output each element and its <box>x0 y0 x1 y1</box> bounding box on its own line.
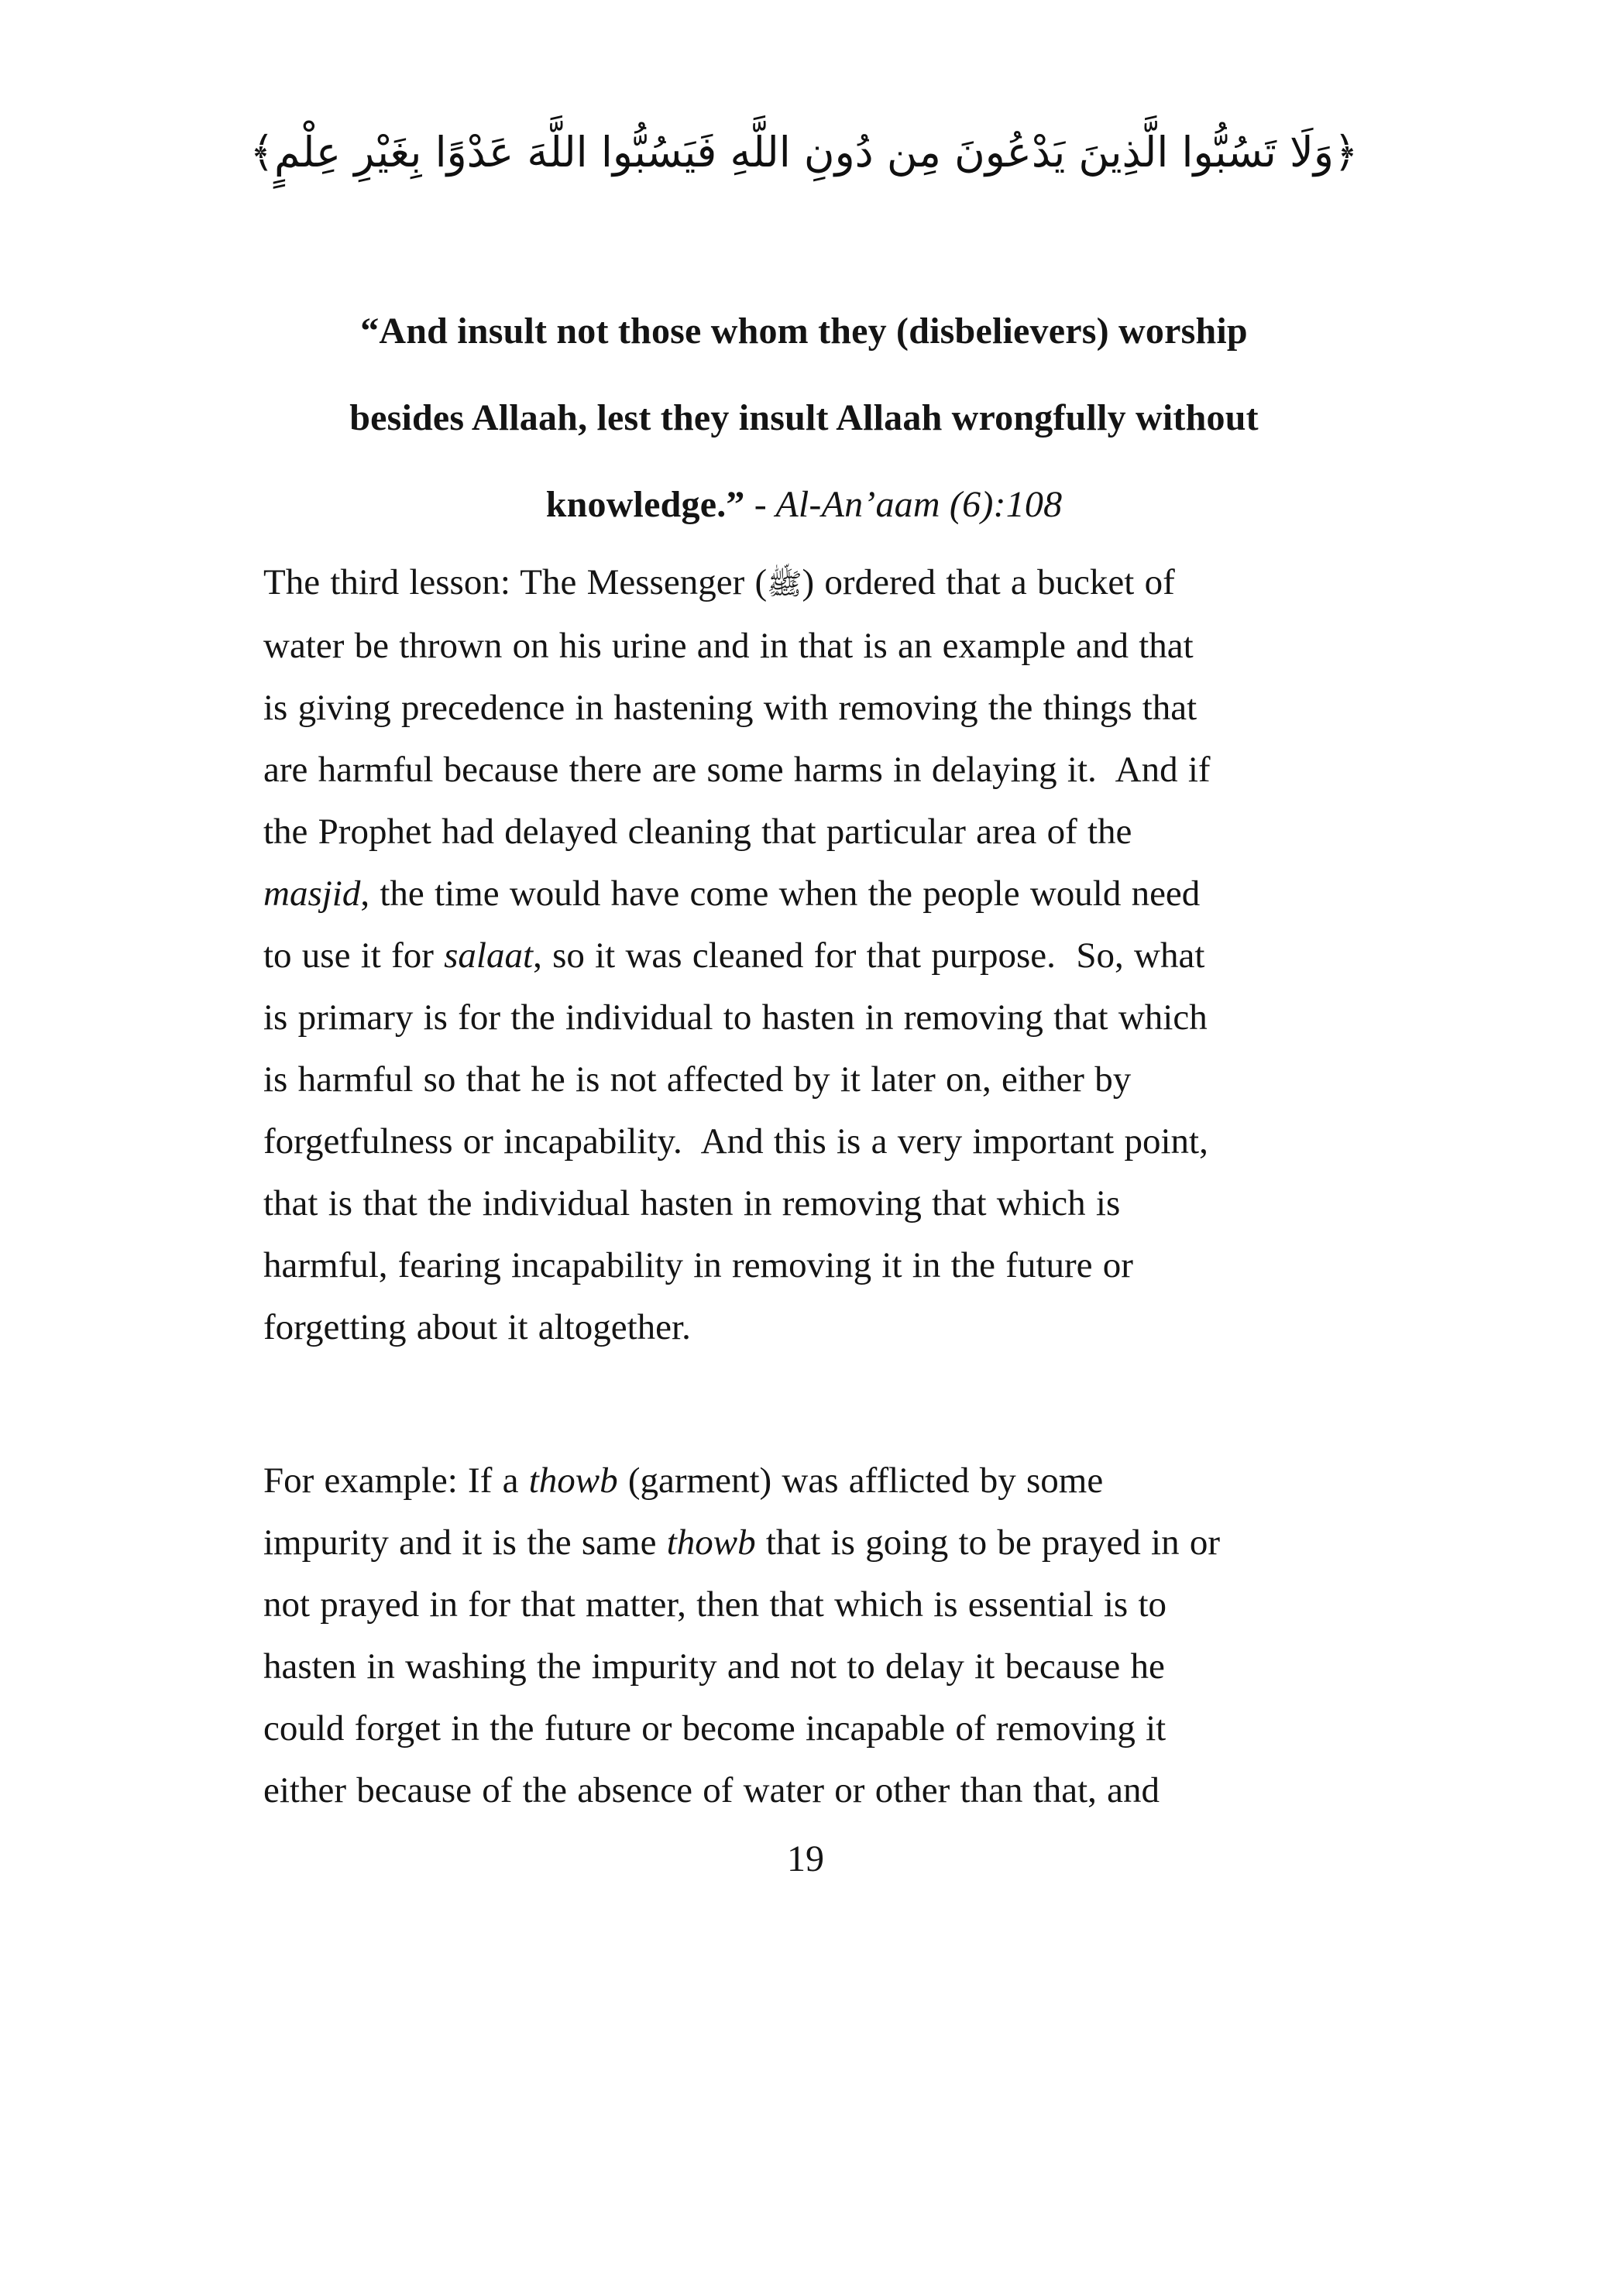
paragraph-third-lesson <box>263 551 1394 1358</box>
text-line: besides Allaah, lest they insult Allaah wrongfully without <box>349 397 1259 438</box>
text-line: to use it for salaat, so it was cleaned for that purpose. So, what <box>263 935 1205 976</box>
text-line: forgetfulness or incapability. And this is a very important point, <box>263 1121 1208 1162</box>
text-line: “And insult not those whom they (disbelievers) worship <box>360 311 1248 352</box>
text-line: forgetting about it altogether. <box>263 1307 691 1347</box>
paragraph-example <box>263 1450 1394 1821</box>
text-line: that is that the individual hasten in removing that which is <box>263 1183 1121 1224</box>
text-line: The third lesson: The Messenger (ﷺ) ordered that a bucket of <box>263 562 1175 602</box>
text-line: is primary is for the individual to hasten in removing that which <box>263 997 1208 1038</box>
pbuh-calligraphy: ﷺ <box>767 567 802 601</box>
text-line: masjid, the time would have come when the people would need <box>263 873 1201 914</box>
text-line: not prayed in for that matter, then that which is essential is to <box>263 1584 1167 1625</box>
text-line: is harmful so that he is not affected by it later on, either by <box>263 1059 1132 1100</box>
text-line: impurity and it is the same thowb that is going to be prayed in or <box>263 1522 1221 1563</box>
text-line: is giving precedence in hastening with removing the things that <box>263 688 1197 728</box>
text-line: For example: If a thowb (garment) was afflicted by some <box>263 1460 1104 1501</box>
text-line: could forget in the future or become incapable of removing it <box>263 1708 1166 1749</box>
text-line: harmful, fearing incapability in removing it in the future or <box>263 1245 1133 1285</box>
text-line: hasten in washing the impurity and not to delay it because he <box>263 1646 1165 1687</box>
quran-verse-arabic: ﴿وَلَا تَسُبُّوا الَّذِينَ يَدْعُونَ مِن دُونِ اللَّهِ فَيَسُبُّوا اللَّهَ عَدْوًا بِغَيْرِ عِلْمٍ﴾ <box>249 128 1359 177</box>
text-line: either because of the absence of water or other than that, and <box>263 1770 1160 1810</box>
verse-translation <box>262 288 1346 548</box>
text-line: the Prophet had delayed cleaning that particular area of the <box>263 812 1132 852</box>
text-line: water be thrown on his urine and in that is an example and that <box>263 626 1194 666</box>
text-line: are harmful because there are some harms in delaying it. And if <box>263 750 1211 790</box>
page-number: 19 <box>787 1838 824 1879</box>
text-line: knowledge.” - Al-An’aam (6):108 <box>545 484 1063 525</box>
